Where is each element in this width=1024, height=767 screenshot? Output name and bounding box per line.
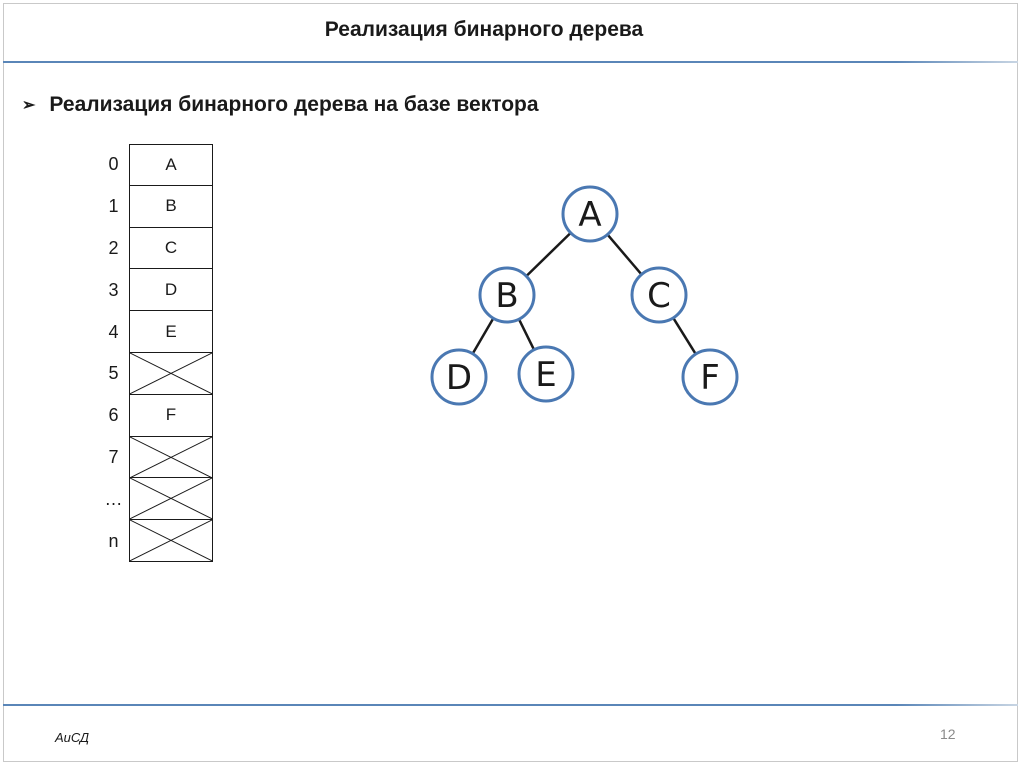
footer-course-label: АиСД	[55, 730, 90, 745]
vector-index: 2	[108, 237, 119, 258]
tree-node-label: F	[700, 358, 720, 398]
tree-edge-c-f	[673, 318, 695, 354]
page-number: 12	[940, 726, 956, 742]
tree-edge-b-d	[473, 318, 494, 353]
tree-node-d	[432, 350, 486, 404]
vector-index: 7	[108, 446, 119, 467]
vector-value: A	[165, 154, 177, 174]
tree-node-c	[632, 268, 686, 322]
tree-edge-a-b	[526, 233, 570, 276]
tree-edge-b-e	[519, 319, 534, 350]
slide-title: Реализация бинарного дерева	[324, 18, 644, 41]
vector-value: C	[164, 237, 178, 257]
tree-edge-a-c	[608, 235, 642, 275]
tree-node-label: D	[445, 358, 473, 398]
vector-index: 1	[108, 196, 119, 217]
tree-node-label: E	[535, 355, 557, 395]
vector-value: B	[165, 196, 177, 216]
vector-index: 5	[108, 363, 119, 384]
vector-index: 0	[108, 154, 119, 175]
vector-index: 3	[108, 279, 119, 300]
vector-index: 6	[108, 405, 119, 426]
vector-value: F	[165, 405, 177, 425]
tree-node-label: C	[647, 276, 671, 316]
tree-node-a	[563, 187, 617, 241]
vector-index: n	[108, 530, 119, 551]
vector-index: …	[104, 488, 123, 509]
arrow-bullet-icon: ➢	[22, 97, 36, 114]
bullet-text: Реализация бинарного дерева на базе вектора	[49, 93, 539, 116]
vector-index: 4	[108, 321, 119, 342]
tree-node-e	[519, 347, 573, 401]
tree-node-label: B	[495, 276, 519, 316]
tree-node-b	[480, 268, 534, 322]
footer-divider	[3, 704, 1018, 706]
tree-node-f	[683, 350, 737, 404]
vector-value: E	[165, 321, 177, 341]
tree-node-label: A	[578, 195, 602, 235]
vector-value: D	[164, 279, 178, 299]
